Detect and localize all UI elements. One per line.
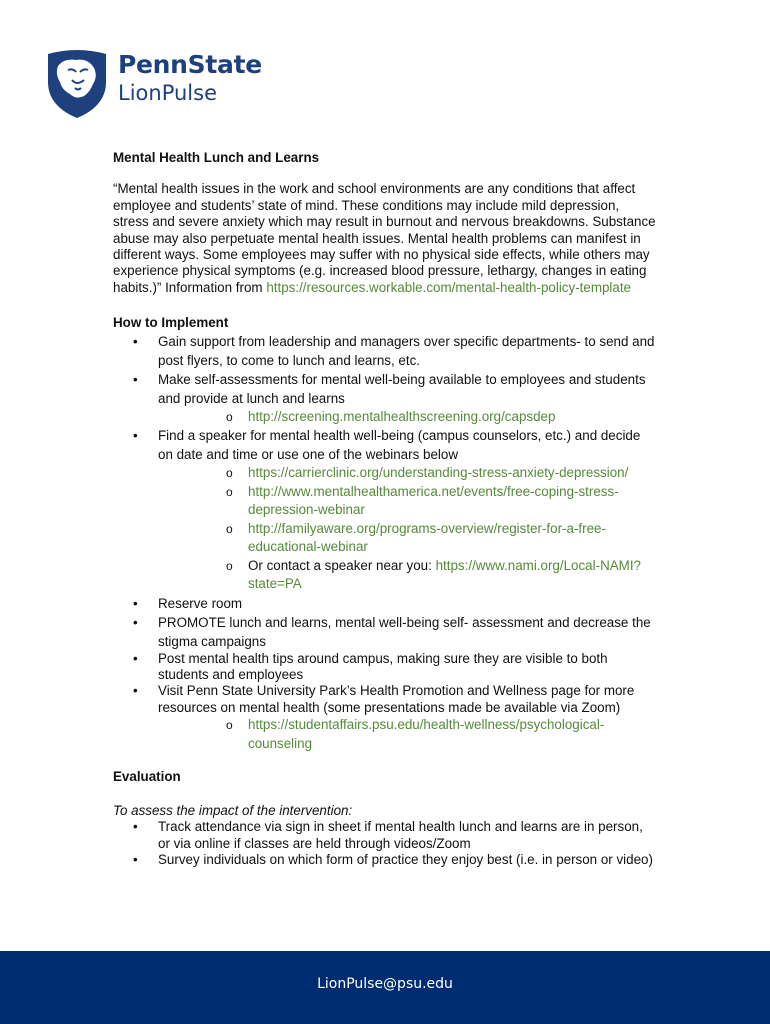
list-item	[113, 651, 658, 684]
implement-heading: How to Implement	[113, 315, 229, 331]
brand-subname: LionPulse	[118, 81, 217, 105]
list-item	[113, 594, 658, 613]
sub-list	[158, 716, 658, 753]
list-item-text: Track attendance via sign in sheet if mental health lunch and learns are in person, or via online if classes are held through videos/Zoom	[158, 819, 643, 851]
list-item	[113, 332, 658, 370]
evaluation-intro: To assess the impact of the intervention:	[113, 802, 353, 818]
implement-list	[113, 332, 658, 754]
footer-email[interactable]: LionPulse@psu.edu	[317, 976, 453, 992]
list-item-text: Find a speaker for mental health well-being (campus counselors, etc.) and decide on date and time or use one of the webinars below	[158, 428, 641, 463]
counseling-link[interactable]: https://studentaffairs.psu.edu/health-wellness/psychological-counseling	[248, 717, 605, 751]
list-item-text: Reserve room	[158, 595, 243, 611]
brand-name: PennState	[118, 50, 262, 79]
list-item-text: PROMOTE lunch and learns, mental well-being self- assessment and decrease the stigma campaigns	[158, 614, 651, 649]
evaluation-heading: Evaluation	[113, 769, 181, 785]
nittany-lion-shield-icon	[46, 48, 108, 120]
list-item	[113, 370, 658, 427]
list-item	[113, 852, 658, 868]
webinar-link[interactable]: http://familyaware.org/programs-overview/register-for-a-free-educational-webinar	[248, 520, 606, 555]
pennstate-logo	[46, 48, 286, 120]
webinar-link[interactable]: https://carrierclinic.org/understanding-stress-anxiety-depression/	[248, 465, 629, 481]
sub-list-item	[158, 520, 658, 557]
sub-list-item	[158, 716, 658, 753]
sub-list-item	[158, 464, 658, 483]
list-item	[113, 683, 658, 753]
webinar-link[interactable]: http://www.mentalhealthamerica.net/events/free-coping-stress-depression-webinar	[248, 483, 619, 518]
sub-list	[158, 464, 658, 594]
nami-link[interactable]: https://www.nami.org/Local-NAMI?state=PA	[248, 557, 641, 592]
evaluation-list	[113, 819, 658, 868]
screening-link[interactable]: http://screening.mentalhealthscreening.org/capsdep	[248, 408, 556, 424]
list-item	[113, 426, 658, 594]
list-item-text: Survey individuals on which form of practice they enjoy best (i.e. in person or video)	[158, 851, 653, 867]
list-item	[113, 613, 658, 651]
list-item-text: Post mental health tips around campus, making sure they are visible to both students and employees	[158, 650, 608, 683]
page-title: Mental Health Lunch and Learns	[113, 150, 320, 165]
footer-bar	[0, 951, 770, 1024]
sub-list-item	[158, 483, 658, 520]
list-item	[113, 819, 658, 852]
sub-list-item	[158, 408, 658, 427]
sub-list-item	[158, 557, 658, 594]
list-item-text: Gain support from leadership and managers over specific departments- to send and post flyers, to come to lunch and learns, etc.	[158, 333, 655, 368]
sub-list	[158, 408, 658, 427]
contact-text: Or contact a speaker near you:	[248, 557, 432, 573]
list-item-text: Make self-assessments for mental well-being available to employees and students and provide at lunch and learns	[158, 371, 646, 406]
document-body	[113, 150, 658, 868]
quote-source-link[interactable]: https://resources.workable.com/mental-health-policy-template	[266, 279, 632, 295]
intro-paragraph	[113, 181, 658, 296]
list-item-text: Visit Penn State University Park’s Health Promotion and Wellness page for more resources on mental health (some presentations made be available via Zoom)	[158, 683, 635, 715]
quote-text: “Mental health issues in the work and school environments are any conditions that affect employee and students’ state of mind. These conditions may include mild depression, stress and severe anxiety which may result in burnout and nervous breakdowns. Substance abuse may also perpetuate mental health issues. Mental health problems can manifest in different ways. Some employees may suffer with no physical side effects, while others may experience physical symptoms (e.g. increased blood pressure, lethargy, changes in eating habits.)” Information from	[113, 181, 656, 295]
